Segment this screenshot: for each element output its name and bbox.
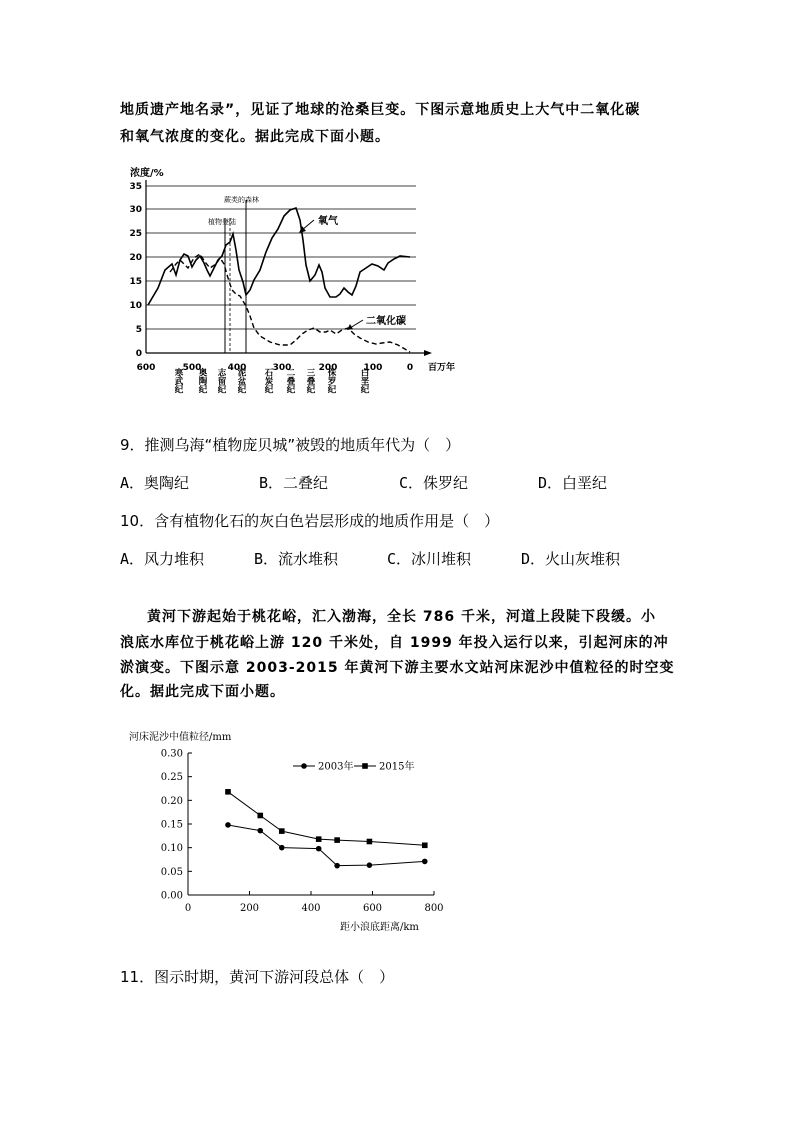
chart2-ytick-label: 0.15 bbox=[160, 819, 183, 831]
chart1-xunit: 百万年 bbox=[428, 363, 456, 373]
q9-option-b[interactable] bbox=[259, 472, 328, 493]
chart1-gridlines bbox=[146, 186, 416, 329]
q9-option-c[interactable] bbox=[399, 472, 468, 493]
oxygen-label: 氧气 bbox=[318, 216, 338, 227]
period-labels bbox=[173, 368, 369, 395]
period-label: 寒武纪 bbox=[173, 368, 183, 394]
option-label: B． bbox=[259, 474, 284, 492]
legend-marker-square bbox=[362, 763, 368, 769]
series-line-2003 bbox=[228, 825, 425, 866]
chart1-xtick: 0 bbox=[406, 363, 414, 373]
chart2-ytick-label: 0.00 bbox=[160, 890, 183, 902]
q10-option-a[interactable] bbox=[120, 548, 204, 569]
option-text: 二叠纪 bbox=[283, 474, 329, 492]
chart2-xtick-label: 600 bbox=[362, 903, 383, 914]
passage2-line4: 化。据此完成下面小题。 bbox=[120, 684, 285, 700]
sediment-chart bbox=[120, 724, 460, 944]
chart1-xtick: 500 bbox=[182, 363, 202, 373]
data-point-2015 bbox=[279, 828, 285, 834]
chart2-xlabel: 距小浪底距离/km bbox=[340, 922, 419, 933]
chart2-ytick-label: 0.20 bbox=[160, 795, 183, 807]
fern-forest-label: 蕨类的森林 bbox=[224, 196, 259, 204]
chart1-xtick: 400 bbox=[227, 363, 247, 373]
data-point-2015 bbox=[367, 839, 373, 845]
data-point-2003 bbox=[316, 846, 322, 852]
option-label: C． bbox=[387, 550, 412, 568]
option-label: D． bbox=[521, 550, 546, 568]
chart2-ytick-label: 0.25 bbox=[160, 772, 183, 784]
co2-arrow bbox=[350, 320, 363, 328]
data-point-2003 bbox=[257, 828, 263, 834]
chart2-xtick-label: 0 bbox=[184, 903, 192, 914]
geologic-chart bbox=[120, 160, 470, 410]
chart2-ytick-label: 0.10 bbox=[160, 843, 183, 855]
chart1-x-arrow bbox=[424, 350, 432, 356]
co2-label: 二氧化碳 bbox=[366, 316, 406, 327]
option-text: 白垩纪 bbox=[562, 474, 608, 492]
option-text: 奥陶纪 bbox=[144, 474, 190, 492]
data-point-2015 bbox=[334, 837, 340, 843]
passage2-line3: 淤演变。下图示意 2003-2015 年黄河下游主要水文站河床泥沙中值粒径的时空变 bbox=[120, 660, 675, 676]
chart1-ytick: 30 bbox=[129, 205, 142, 215]
chart2-ytick-label: 0.05 bbox=[160, 866, 183, 878]
oxygen-line bbox=[148, 208, 410, 305]
option-text: 冰川堆积 bbox=[411, 550, 472, 568]
passage1-line2: 和氧气浓度的变化。据此完成下面小题。 bbox=[120, 129, 390, 145]
chart2-plot-area bbox=[188, 753, 434, 895]
plant-landing-label: 植物登陆 bbox=[208, 218, 236, 226]
option-text: 流水堆积 bbox=[278, 550, 339, 568]
period-label: 侏罗纪 bbox=[326, 368, 336, 394]
chart1-ytick: 20 bbox=[129, 253, 142, 263]
chart1-ytick: 0 bbox=[135, 349, 142, 359]
option-text: 侏罗纪 bbox=[423, 474, 469, 492]
passage1-line1: 地质遗产地名录”，见证了地球的沧桑巨变。下图示意地质史上大气中二氧化碳 bbox=[120, 102, 641, 118]
q10-option-b[interactable] bbox=[254, 548, 338, 569]
data-point-2003 bbox=[225, 822, 231, 828]
period-label: 泥盆纪 bbox=[236, 368, 246, 394]
chart1-ytick: 10 bbox=[129, 301, 142, 311]
period-label: 三叠纪 bbox=[305, 368, 315, 394]
period-label: 石炭纪 bbox=[263, 368, 273, 394]
data-point-2003 bbox=[422, 859, 428, 865]
data-point-2003 bbox=[367, 862, 373, 868]
question-11: 11．图示时期，黄河下游河段总体（ ） bbox=[120, 968, 395, 986]
chart2-y-ticks bbox=[161, 749, 192, 902]
chart1-xtick: 100 bbox=[363, 363, 383, 373]
option-text: 火山灰堆积 bbox=[545, 550, 621, 568]
chart2-x-ticks bbox=[185, 891, 444, 914]
chart1-ytick: 25 bbox=[129, 229, 142, 239]
q10-option-c[interactable] bbox=[387, 548, 471, 569]
chart1-ytick: 5 bbox=[135, 325, 142, 335]
data-point-2003 bbox=[334, 863, 340, 869]
data-point-2015 bbox=[422, 843, 428, 849]
data-point-2015 bbox=[316, 836, 322, 842]
period-label: 二叠纪 bbox=[285, 368, 295, 394]
chart1-ytick: 15 bbox=[129, 277, 142, 287]
chart1-xtick: 200 bbox=[318, 363, 338, 373]
data-point-2015 bbox=[225, 789, 231, 795]
chart2-xtick-label: 200 bbox=[239, 903, 260, 914]
legend-marker-circle bbox=[301, 763, 307, 769]
data-point-2015 bbox=[257, 813, 263, 819]
legend-label: 2003年 bbox=[318, 761, 354, 773]
option-label: D． bbox=[538, 474, 563, 492]
passage2-line1: 黄河下游起始于桃花峪，汇入渤海，全长 786 千米，河道上段陡下段缓。小 bbox=[147, 609, 656, 625]
q10-option-d[interactable] bbox=[521, 548, 620, 569]
chart1-xtick: 600 bbox=[136, 363, 156, 373]
option-label: C． bbox=[399, 474, 424, 492]
option-label: B． bbox=[254, 550, 279, 568]
chart2-xtick-label: 400 bbox=[301, 903, 321, 914]
question-10: 10．含有植物化石的灰白色岩层形成的地质作用是（ ） bbox=[120, 512, 500, 530]
chart1-ytick: 35 bbox=[129, 182, 142, 192]
chart2-xtick-label: 800 bbox=[424, 903, 444, 914]
chart2-ylabel: 河床泥沙中值粒径/mm bbox=[129, 732, 232, 743]
option-label: A． bbox=[120, 550, 145, 568]
question-9: 9．推测乌海“植物庞贝城”被毁的地质年代为（ ） bbox=[120, 436, 461, 454]
q9-option-d[interactable] bbox=[538, 472, 607, 493]
period-label: 白垩纪 bbox=[359, 368, 369, 394]
period-label: 志留纪 bbox=[216, 368, 226, 394]
chart1-ylabel: 浓度/% bbox=[130, 168, 164, 179]
option-label: A． bbox=[120, 474, 145, 492]
data-point-2003 bbox=[279, 845, 285, 851]
chart2-legend bbox=[293, 760, 414, 773]
chart2-ytick-label: 0.30 bbox=[160, 748, 183, 760]
chart2-series bbox=[225, 789, 427, 868]
series-line-2015 bbox=[228, 792, 425, 845]
passage2-line2: 浪底水库位于桃花峪上游 120 千米处，自 1999 年投入运行以来，引起河床的冲 bbox=[120, 635, 669, 651]
option-text: 风力堆积 bbox=[144, 550, 205, 568]
legend-label: 2015年 bbox=[379, 761, 415, 773]
q9-option-a[interactable] bbox=[120, 472, 189, 493]
chart1-xtick: 300 bbox=[272, 363, 292, 373]
period-label: 奥陶纪 bbox=[197, 368, 207, 394]
